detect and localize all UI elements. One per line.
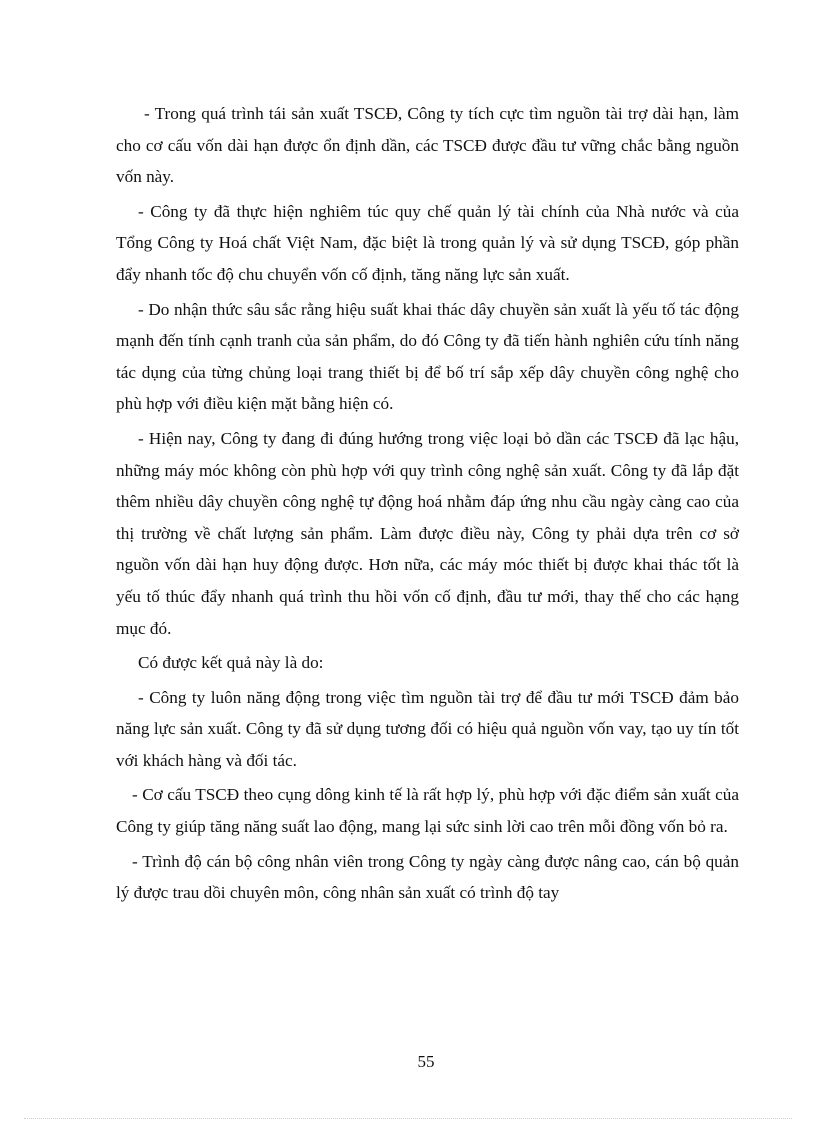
page-bottom-divider (24, 1118, 792, 1119)
paragraph-staff-qualification: - Trình độ cán bộ công nhân viên trong Công ty ngày càng được nâng cao, cán bộ quản lý được trau dồi chuyên môn, công nhân sản xuất có trình độ tay (116, 851, 739, 903)
paragraph-asset-structure: - Cơ cấu TSCĐ theo cụng dông kinh tế là rất hợp lý, phù hợp với đặc điểm sản xuất của Công ty giúp tăng năng suất lao động, mang lại sức sinh lời cao trên mỗi đồng vốn bỏ ra. (116, 785, 739, 837)
body-text (116, 98, 739, 912)
paragraph-equipment-modernization: - Hiện nay, Công ty đang đi đúng hướng trong việc loại bỏ dần các TSCĐ đã lạc hậu, những máy móc không còn phù hợp với quy trình công nghệ sản xuất. Công ty đã lắp đặt thêm nhiều dây chuyền công nghệ tự động hoá nhằm đáp ứng nhu cầu ngày càng cao của thị trường về chất lượng sản phẩm. Làm được điều này, Công ty phải dựa trên cơ sở nguồn vốn dài hạn huy động được. Hơn nữa, các máy móc thiết bị được khai thác tốt là yếu tố thúc đẩy nhanh quá trình thu hồi vốn cố định, đầu tư mới, thay thế cho các hạng mục đó. (116, 428, 739, 638)
paragraph-funding-sources: - Công ty luôn năng động trong việc tìm nguồn tài trợ để đầu tư mới TSCĐ đảm bảo năng lực sản xuất. Công ty đã sử dụng tương đối có hiệu quả nguồn vốn vay, tạo uy tín tốt với khách hàng và đối tác. (116, 687, 739, 770)
paragraph-results-intro: Có được kết quả này là do: (138, 653, 324, 673)
paragraph-production-line-efficiency: - Do nhận thức sâu sắc rằng hiệu suất khai thác dây chuyền sản xuất là yếu tố tác động mạnh đến tính cạnh tranh của sản phẩm, do đó Công ty đã tiến hành nghiên cứu tính năng tác dụng của từng chủng loại trang thiết bị để bố trí sắp xếp dây chuyền công nghệ cho phù hợp với điều kiện mặt bằng hiện có. (116, 299, 739, 414)
paragraph-financial-regulations: - Công ty đã thực hiện nghiêm túc quy chế quản lý tài chính của Nhà nước và của Tổng Công ty Hoá chất Việt Nam, đặc biệt là trong quản lý và sử dụng TSCĐ, góp phần đẩy nhanh tốc độ chu chuyển vốn cố định, tăng năng lực sản xuất. (116, 201, 739, 284)
paragraph-fixed-asset-reproduction: - Trong quá trình tái sản xuất TSCĐ, Công ty tích cực tìm nguồn tài trợ dài hạn, làm cho cơ cấu vốn dài hạn được ổn định dần, các TSCĐ được đầu tư vững chắc bằng nguồn vốn này. (116, 104, 739, 187)
page-number: 55 (417, 1052, 435, 1071)
